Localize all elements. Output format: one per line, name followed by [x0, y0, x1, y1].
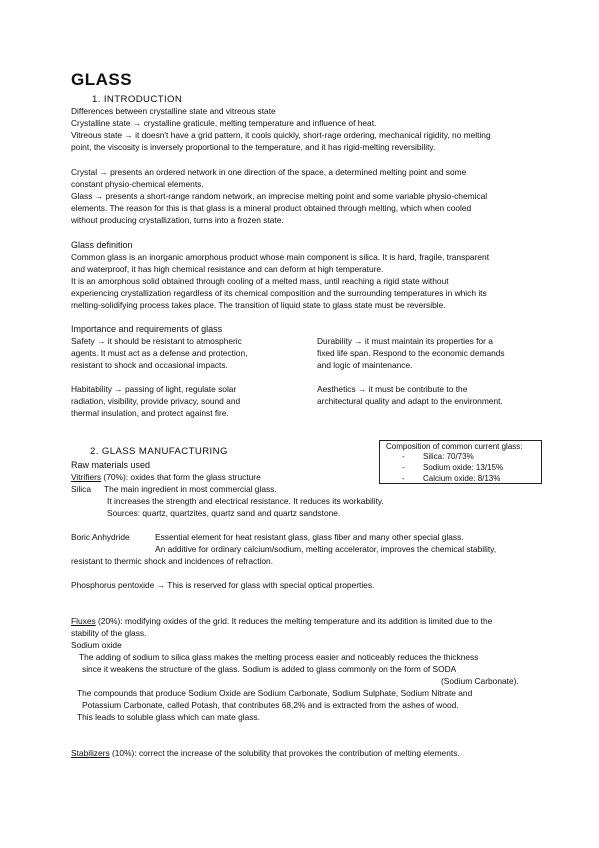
- raw-materials-heading: Raw materials used: [71, 460, 151, 470]
- safety-line: resistant to shock and occasional impacts.: [71, 360, 228, 370]
- silica-line: It increases the strength and electrical resistance. It reduces its workability.: [107, 496, 384, 506]
- composition-bullet: -: [402, 463, 405, 472]
- definition-line: and waterproof, it has high chemical resistance and can deform at high temperature.: [71, 264, 384, 274]
- composition-item: Calcium oxide: 8/13%: [423, 474, 501, 483]
- intro-line: Vitreous state → it doesn't have a grid pattern, it cools quickly, short-rage ordering, mechanical rigidity, no melting: [71, 130, 491, 140]
- habitability-line: thermal insulation, and protect against fire.: [71, 408, 229, 418]
- habitability-line: Habitability → passing of light, regulate solar: [71, 384, 237, 394]
- manufacturing-heading: 2. GLASS MANUFACTURING: [90, 446, 228, 457]
- document-title: GLASS: [71, 70, 133, 89]
- vitrifiers-text: (70%): oxides that form the glass structure: [101, 472, 261, 482]
- silica-line: Sources: quartz, quartzites, quartz sand and quartz sandstone.: [107, 508, 341, 518]
- intro-line: Crystalline state → crystalline graticule, melting temperature and influence of heat.: [71, 118, 377, 128]
- boric-line: An additive for ordinary calcium/sodium, melting accelerator, improves the chemical stability,: [155, 544, 497, 554]
- glass-line: Glass → presents a short-range random network, an imprecise melting point and some variable physio-chemical: [71, 191, 488, 201]
- composition-bullet: -: [402, 452, 405, 461]
- habitability-line: radiation, visibility, provide privacy, sound and: [71, 396, 241, 406]
- glass-line: elements. The reason for this is that glass is a mineral product obtained through melting, which when cooled: [71, 203, 472, 213]
- boric-label: Boric Anhydride: [71, 532, 130, 542]
- definition-heading: Glass definition: [71, 240, 133, 250]
- fluxes-label: Fluxes: [71, 616, 96, 626]
- crystal-line: Crystal → presents an ordered network in one direction of the space, a determined melting point and some: [71, 167, 467, 177]
- stabilizers-label: Stabilizers: [71, 748, 110, 758]
- glass-line: without producing crystallization, turns into a frozen state.: [71, 215, 284, 225]
- definition-line: melting-solidifying process takes place. The transition of liquid state to glass state must be reversible.: [71, 300, 446, 310]
- vitrifiers-line: [71, 472, 261, 483]
- composition-title: Composition of common current glass:: [386, 442, 523, 451]
- durability-line: Durability → it must maintain its properties for a: [317, 336, 493, 346]
- definition-line: Common glass is an inorganic amorphous product whose main component is silica. It is hard, fragile, transparent: [71, 252, 490, 262]
- safety-line: Safety → it should be resistant to atmospheric: [71, 336, 242, 346]
- sodium-line: Potassium Carbonate, called Potash, that contributes 68,2% and is extracted from the ashes of wood.: [82, 700, 459, 710]
- fluxes-line-2: stability of the glass.: [71, 628, 147, 638]
- intro-line: Differences between crystalline state and vitreous state: [71, 106, 276, 116]
- fluxes-text: (20%): modifying oxides of the grid. It reduces the melting temperature and its addition is limited due to the: [95, 616, 493, 626]
- sodium-heading: Sodium oxide: [71, 640, 122, 650]
- composition-item: Silica: 70/73%: [423, 452, 474, 461]
- aesthetics-line: architectural quality and adapt to the environment.: [317, 396, 503, 406]
- composition-item: Sodium oxide: 13/15%: [423, 463, 504, 472]
- composition-box: [379, 440, 542, 484]
- intro-line: point, the viscosity is inversely proportional to the temperature, and it has rigid-melting reversibility.: [71, 142, 436, 152]
- vitrifiers-label: Vitrifiers: [71, 472, 102, 482]
- sodium-line: The compounds that produce Sodium Oxide are Sodium Carbonate, Sodium Sulphate, Sodium Nitrate and: [77, 688, 473, 698]
- sodium-line: This leads to soluble glass which can mate glass.: [77, 712, 260, 722]
- phosphorus-line: Phosphorus pentoxide → This is reserved for glass with special optical properties.: [71, 580, 375, 590]
- definition-line: It is an amorphous solid obtained through cooling of a melted mass, until reaching a rigid state without: [71, 276, 449, 286]
- intro-heading: 1. INTRODUCTION: [92, 94, 183, 105]
- boric-line: Essential element for heat resistant glass, glass fiber and many other special glass.: [155, 532, 464, 542]
- stabilizers-line: [71, 748, 460, 759]
- aesthetics-line: Aesthetics → it must be contribute to the: [317, 384, 468, 394]
- durability-line: and logic of maintenance.: [317, 360, 413, 370]
- boric-line: resistant to thermic shock and incidences of refraction.: [71, 556, 274, 566]
- fluxes-line: [71, 616, 492, 627]
- sodium-line: since it weakens the structure of the glass. Sodium is added to glass commonly on the form of SODA: [82, 664, 457, 674]
- definition-line: experiencing crystallization regardless of its chemical composition and the surrounding temperatures in which its: [71, 288, 487, 298]
- composition-bullet: -: [402, 474, 405, 483]
- durability-line: fixed life span. Respond to the economic demands: [317, 348, 505, 358]
- safety-line: agents. It must act as a defense and protection,: [71, 348, 248, 358]
- silica-label: Silica: [71, 484, 92, 494]
- sodium-line: (Sodium Carbonate).: [441, 676, 519, 686]
- sodium-line: The adding of sodium to silica glass makes the melting process easier and noticeably reduces the thickness: [79, 652, 479, 662]
- requirements-heading: Importance and requirements of glass: [71, 324, 223, 334]
- crystal-line: constant physio-chemical elements.: [71, 179, 204, 189]
- silica-line: The main ingredient in most commercial glass.: [104, 484, 277, 494]
- stabilizers-text: (10%): correct the increase of the solubility that provokes the contribution of melting elements.: [109, 748, 460, 758]
